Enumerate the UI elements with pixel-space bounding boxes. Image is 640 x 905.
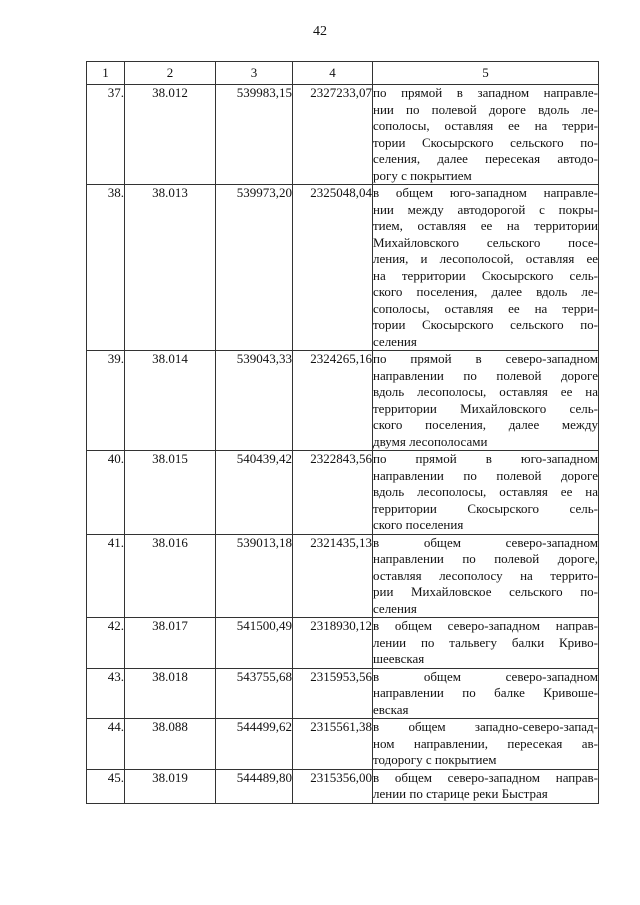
description-line: вдоль лесополосы, оставляя ее на: [373, 484, 598, 499]
y-coordinate-cell: 2318930,12: [293, 618, 373, 669]
row-number-cell: 39.: [87, 351, 125, 451]
description-line: ского поселения, далее между: [373, 417, 598, 432]
point-id-cell: 38.088: [125, 719, 216, 770]
description-line: территории Скосырского сель-: [373, 500, 598, 516]
description-line: селения, далее пересекая автодо-: [373, 151, 598, 166]
y-coordinate-cell: 2324265,16: [293, 351, 373, 451]
description-cell: [373, 451, 599, 535]
description-line: нии по полевой дороге вдоль ле-: [373, 101, 598, 117]
row-number-cell: 44.: [87, 719, 125, 770]
row-number-cell: 43.: [87, 668, 125, 719]
x-coordinate-cell: 539013,18: [216, 534, 293, 618]
row-number-cell: 45.: [87, 769, 125, 803]
column-header: 4: [293, 62, 373, 85]
description-line: двумя лесополосами: [373, 433, 488, 449]
point-id-cell: 38.018: [125, 668, 216, 719]
description-line: рогу с покрытием: [373, 167, 472, 183]
x-coordinate-cell: 540439,42: [216, 451, 293, 535]
y-coordinate-cell: 2315953,56: [293, 668, 373, 719]
table-body: [87, 85, 599, 804]
table-row: [87, 719, 599, 770]
table-row: [87, 668, 599, 719]
description-line: направлении по полевой дороге: [373, 467, 598, 483]
description-line: в общем северо-западном направ-: [373, 769, 598, 785]
x-coordinate-cell: 544489,80: [216, 769, 293, 803]
x-coordinate-cell: 539043,33: [216, 351, 293, 451]
description-line: селения: [373, 600, 417, 616]
y-coordinate-cell: 2321435,13: [293, 534, 373, 618]
y-coordinate-cell: 2315561,38: [293, 719, 373, 770]
row-number-cell: 41.: [87, 534, 125, 618]
x-coordinate-cell: 544499,62: [216, 719, 293, 770]
y-coordinate-cell: 2315356,00: [293, 769, 373, 803]
description-line: ления, и лесополосой, оставляя ее: [373, 251, 598, 266]
description-line: лении по тальвегу балки Криво-: [373, 634, 598, 650]
row-number-cell: 37.: [87, 85, 125, 185]
point-id-cell: 38.015: [125, 451, 216, 535]
description-cell: [373, 185, 599, 351]
x-coordinate-cell: 543755,68: [216, 668, 293, 719]
table-row: [87, 618, 599, 669]
description-cell: [373, 618, 599, 669]
description-line: тории Скосырского сельского по-: [373, 317, 598, 332]
description-cell: [373, 351, 599, 451]
description-line: в общем западно-северо-запад-: [373, 719, 598, 734]
point-id-cell: 38.012: [125, 85, 216, 185]
description-line: шеевская: [373, 651, 425, 666]
point-id-cell: 38.014: [125, 351, 216, 451]
description-line: Михайловского сельского посе-: [373, 234, 598, 250]
description-line: в общем северо-западном направ-: [373, 618, 598, 633]
description-line: на территории Скосырского сель-: [373, 267, 598, 283]
table-row: [87, 85, 599, 185]
row-number-cell: 38.: [87, 185, 125, 351]
description-line: тием, оставляя ее на территории: [373, 218, 598, 233]
description-line: по прямой в западном направле-: [373, 85, 598, 100]
y-coordinate-cell: 2327233,07: [293, 85, 373, 185]
description-line: в общем северо-западном: [373, 668, 598, 684]
row-number-cell: 42.: [87, 618, 125, 669]
description-cell: [373, 85, 599, 185]
table-row: [87, 769, 599, 803]
description-line: оставляя лесополосу на террито-: [373, 567, 598, 583]
table-row: [87, 534, 599, 618]
page-number: 42: [313, 24, 327, 39]
x-coordinate-cell: 539983,15: [216, 85, 293, 185]
table-row: [87, 451, 599, 535]
point-id-cell: 38.019: [125, 769, 216, 803]
description-line: направлении по полевой дороге: [373, 367, 598, 383]
description-line: сополосы, оставляя ее на терри-: [373, 118, 598, 133]
row-number-cell: 40.: [87, 451, 125, 535]
description-line: евская: [373, 701, 409, 717]
description-line: нии между автодорогой с покры-: [373, 201, 598, 217]
point-id-cell: 38.016: [125, 534, 216, 618]
y-coordinate-cell: 2325048,04: [293, 185, 373, 351]
point-id-cell: 38.017: [125, 618, 216, 669]
description-cell: [373, 769, 599, 803]
description-line: тодорогу с покрытием: [373, 752, 497, 767]
description-line: направлении по полевой дороге,: [373, 551, 598, 566]
y-coordinate-cell: 2322843,56: [293, 451, 373, 535]
column-header: 5: [373, 62, 599, 85]
description-line: по прямой в юго-западном: [373, 451, 598, 466]
description-cell: [373, 668, 599, 719]
x-coordinate-cell: 541500,49: [216, 618, 293, 669]
description-line: направлении по балке Кривоше-: [373, 685, 598, 700]
description-line: сополосы, оставляя ее на терри-: [373, 300, 598, 316]
table-header-row: [87, 62, 599, 85]
boundary-table: [86, 61, 599, 804]
description-line: вдоль лесополосы, оставляя ее на: [373, 384, 598, 399]
column-header: 1: [87, 62, 125, 85]
description-line: ского поселения: [373, 517, 464, 532]
table-row: [87, 185, 599, 351]
column-header: 2: [125, 62, 216, 85]
description-cell: [373, 719, 599, 770]
column-header: 3: [216, 62, 293, 85]
x-coordinate-cell: 539973,20: [216, 185, 293, 351]
description-line: территории Михайловского сель-: [373, 400, 598, 416]
description-line: в общем юго-западном направле-: [373, 185, 598, 200]
description-line: селения: [373, 333, 417, 349]
description-line: в общем северо-западном: [373, 534, 598, 550]
point-id-cell: 38.013: [125, 185, 216, 351]
description-cell: [373, 534, 599, 618]
description-line: ном направлении, пересекая ав-: [373, 735, 598, 751]
description-line: лении по старице реки Быстрая: [373, 786, 548, 801]
description-line: рии Михайловское сельского по-: [373, 584, 598, 599]
description-line: по прямой в северо-западном: [373, 351, 598, 366]
table-row: [87, 351, 599, 451]
description-line: ского поселения, далее вдоль ле-: [373, 284, 598, 299]
description-line: тории Скосырского сельского по-: [373, 134, 598, 150]
